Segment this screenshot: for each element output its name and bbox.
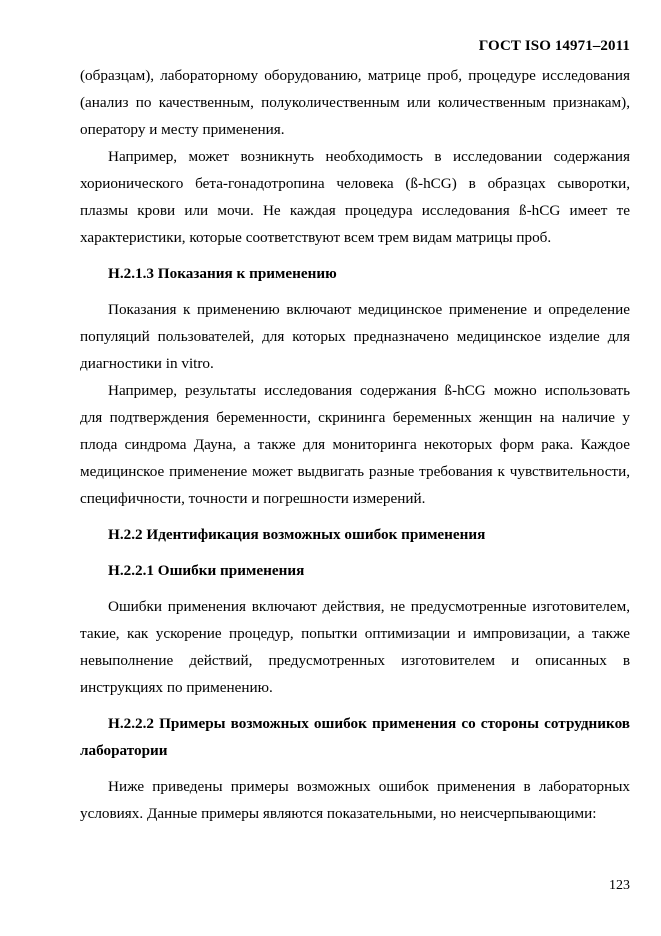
section-heading: Н.2.1.3 Показания к применению: [108, 265, 337, 282]
section-heading: Н.2.2.2 Примеры возможных ошибок применения со стороны сотрудников лаборатории: [80, 715, 630, 759]
standard-header: ГОСТ ISO 14971–2011: [478, 38, 630, 54]
body-paragraph: Ниже приведены примеры возможных ошибок применения в лабораторных условиях. Данные примеры являются показательными, но неисчерпывающими:: [80, 778, 630, 822]
body-paragraph: Например, результаты исследования содержания ß-hCG можно использовать для подтверждения беременности, скрининга беременных женщин на наличие у плода синдрома Дауна, а также для мониторинга некоторых форм рака. Каждое медицинское применение может выдвигать разные требования к чувствительности, специфичности, точности и погрешности измерений.: [80, 382, 630, 507]
body-paragraph: Например, может возникнуть необходимость в исследовании содержания хорионического бета-гонадотропина человека (ß-hCG) в образцах сыворотки, плазмы крови или мочи. Не каждая процедура исследования ß-hCG имеет те характеристики, которые соответствуют всем трем видам матрицы проб.: [80, 148, 630, 246]
body-paragraph: (образцам), лабораторному оборудованию, матрице проб, процедуре исследования (анализ по качественным, полуколичественным или количественным признакам), оператору и месту применения.: [80, 67, 630, 138]
body-paragraph: Показания к применению включают медицинское применение и определение популяций пользователей, для которых предназначено медицинское изделие для диагностики in vitro.: [80, 301, 630, 372]
page-number: 123: [609, 878, 630, 893]
body-paragraph: Ошибки применения включают действия, не предусмотренные изготовителем, такие, как ускорение процедур, попытки оптимизации и импровизации, а также невыполнение действий, предусмотренных изготовителем и описанных в инструкциях по применению.: [80, 598, 630, 696]
section-heading: Н.2.2 Идентификация возможных ошибок применения: [108, 526, 486, 543]
section-heading: Н.2.2.1 Ошибки применения: [108, 562, 305, 579]
document-body: [80, 62, 630, 827]
